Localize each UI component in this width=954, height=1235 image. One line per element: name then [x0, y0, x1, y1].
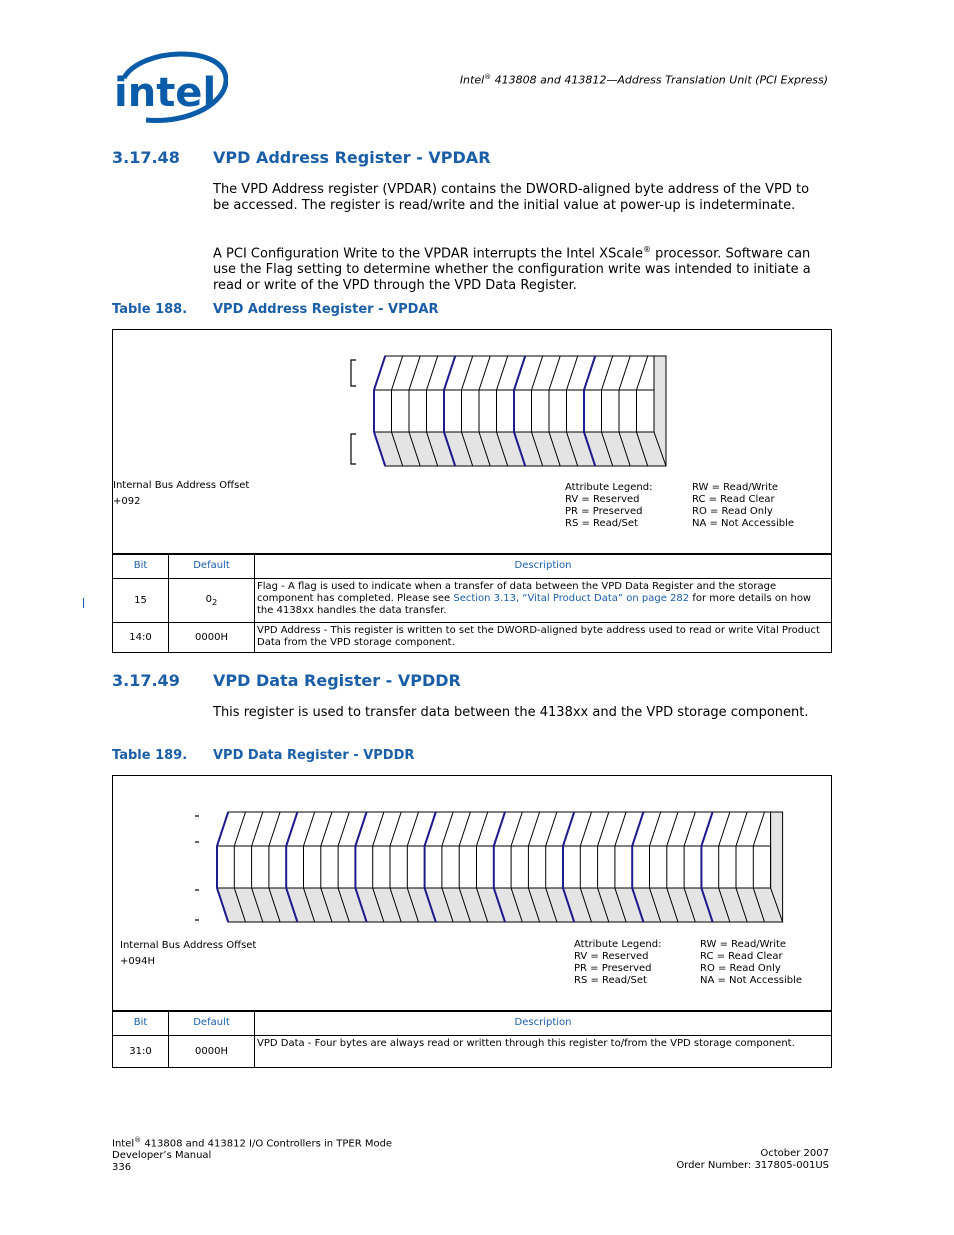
paragraph: A PCI Configuration Write to the VPDAR interrupts the Intel XScale® processor. Software can use the Flag setting to determine whether the configuration write was intended to initiate a read or write of the VPD through the VPD Data Register. — [213, 245, 811, 294]
column-header-description: Description — [255, 554, 832, 579]
attribute-legend-right: RW = Read/Write RC = Read Clear RO = Read Only NA = Not Accessible — [692, 482, 795, 529]
section-title: VPD Data Register - VPDDR — [213, 671, 461, 690]
description-cell: Flag - A flag is used to indicate when a transfer of data between the VPD Data Register and the storage component has completed. Please see Section 3.13, “Vital Product Data” on page 282 for more details on how the 4138xx handles the data transfer. — [255, 579, 832, 623]
register-table — [112, 1010, 832, 1068]
offset-value: +092 — [113, 496, 141, 507]
footer-order-number: Order Number: 317805-001US — [676, 1160, 829, 1171]
default-cell: $0_2$ — [169, 579, 255, 623]
change-bar — [83, 598, 84, 608]
register-bit-diagram — [195, 808, 795, 930]
bracket-bottom — [195, 890, 199, 920]
register-table — [112, 553, 832, 653]
bracket-top — [351, 360, 356, 386]
column-header-bit: Bit — [113, 1011, 169, 1036]
attribute-legend-right: RW = Read/Write RC = Read Clear RO = Read Only NA = Not Accessible — [700, 939, 803, 986]
logo-text: intel — [114, 70, 217, 116]
table-caption-number: Table 189. — [112, 748, 188, 763]
bit-cell: 31:0 — [113, 1036, 169, 1068]
section-link[interactable]: Section 3.13, “Vital Product Data” on page 282 — [453, 593, 690, 604]
attribute-legend-left: Attribute Legend: RV = Reserved PR = Preserved RS = Read/Set — [565, 482, 653, 529]
attribute-legend-left: Attribute Legend: RV = Reserved PR = Preserved RS = Read/Set — [574, 939, 662, 986]
default-cell: 0000H — [169, 623, 255, 653]
page-number: 336 — [112, 1162, 132, 1174]
header-title: Intel® 413808 and 413812—Address Translation Unit (PCI Express) — [459, 73, 828, 87]
table-caption-title: VPD Data Register - VPDDR — [213, 748, 415, 763]
offset-label: Internal Bus Address Offset — [113, 480, 250, 491]
paragraph: This register is used to transfer data between the 4138xx and the VPD storage component. — [213, 705, 809, 720]
footer-right — [600, 1148, 829, 1172]
section-number: 3.17.48 — [112, 148, 180, 167]
paragraph: The VPD Address register (VPDAR) contains the DWORD-aligned byte address of the VPD to be accessed. The register is read/write and the initial value at power-up is indeterminate. — [213, 182, 810, 213]
intel-logo-icon — [110, 50, 228, 130]
column-header-default: Default — [169, 554, 255, 579]
bit-band-top — [374, 356, 654, 390]
column-header-default: Default — [169, 1011, 255, 1036]
column-header-bit: Bit — [113, 554, 169, 579]
table-row — [113, 1036, 832, 1068]
offset-value: +094H — [120, 956, 155, 967]
register-bit-diagram — [340, 352, 680, 474]
table-row — [113, 623, 832, 653]
table-caption-number: Table 188. — [112, 302, 188, 317]
description-cell: VPD Data - Four bytes are always read or written through this register to/from the VPD storage component. — [255, 1036, 832, 1068]
table-row — [113, 579, 832, 623]
bracket-top — [195, 816, 199, 842]
bracket-bottom — [351, 434, 356, 464]
description-cell: VPD Address - This register is written to set the DWORD-aligned byte address used to read or write Vital Product Data from the VPD storage component. — [255, 623, 832, 653]
bit-band-top — [217, 812, 771, 846]
offset-label: Internal Bus Address Offset — [120, 940, 257, 951]
section-number: 3.17.49 — [112, 671, 180, 690]
bit-cell: 15 — [113, 579, 169, 623]
bit-cell: 14:0 — [113, 623, 169, 653]
section-title: VPD Address Register - VPDAR — [213, 148, 491, 167]
footer-date: October 2007 — [760, 1148, 829, 1159]
column-header-description: Description — [255, 1011, 832, 1036]
default-cell: 0000H — [169, 1036, 255, 1068]
table-caption-title: VPD Address Register - VPDAR — [213, 302, 439, 317]
footer-left: Intel® 413808 and 413812 I/O Controllers in TPER Mode Developer’s Manual 336 — [112, 1136, 393, 1174]
